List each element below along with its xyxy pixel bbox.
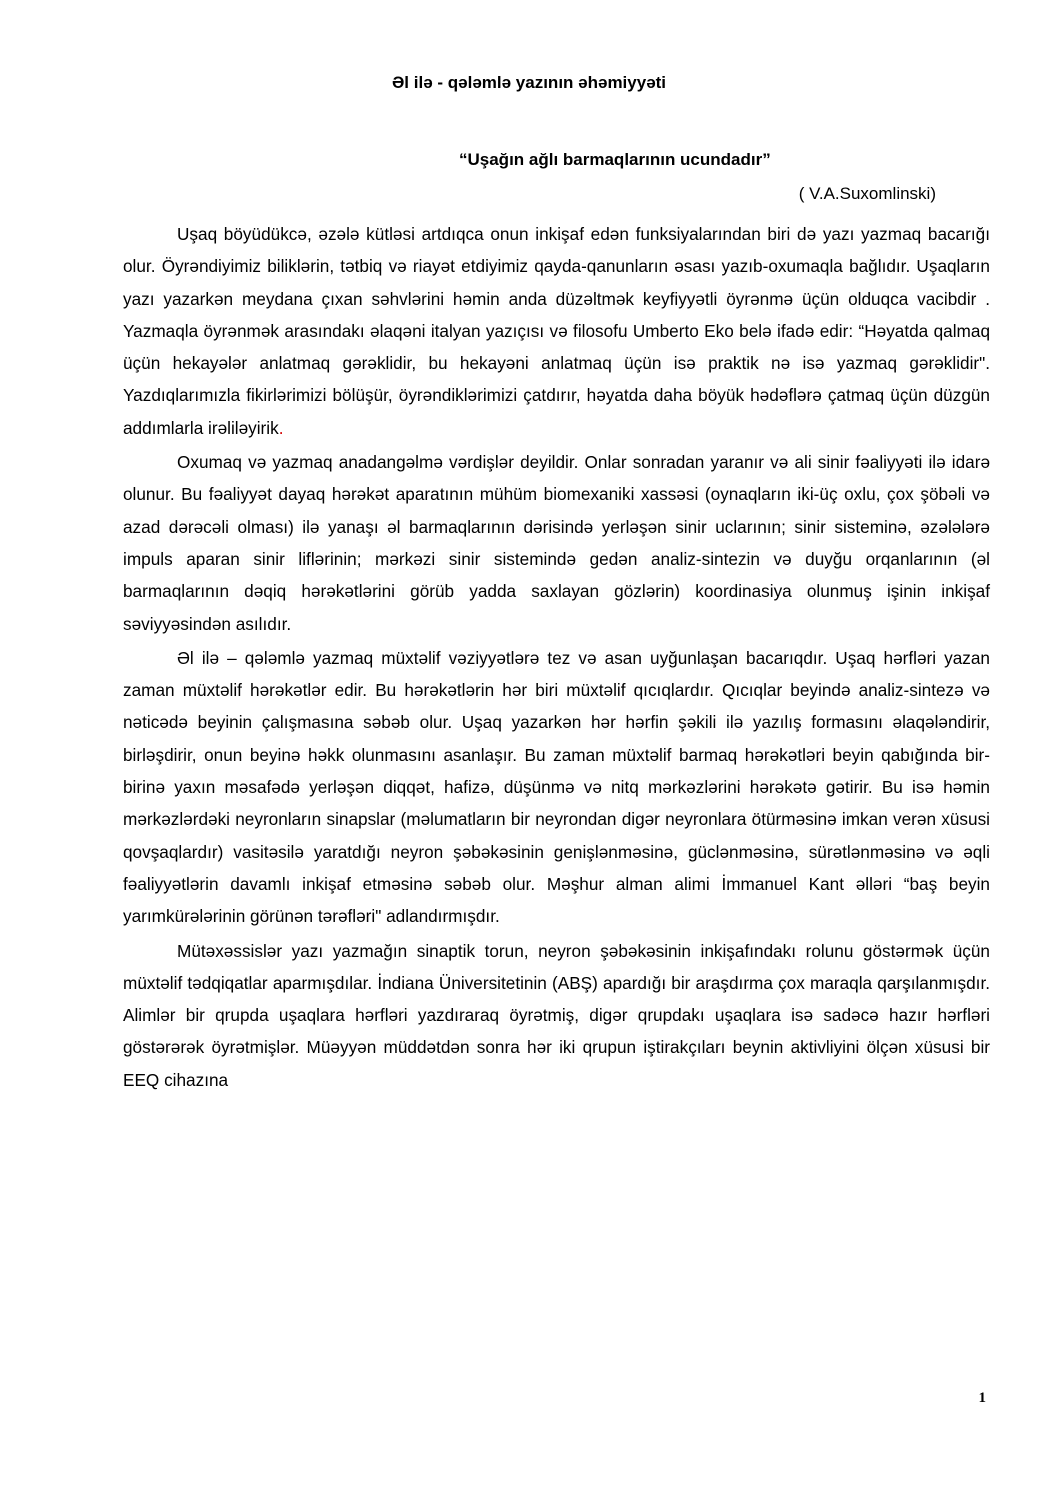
page-number: 1 xyxy=(978,1390,986,1406)
document-body xyxy=(123,218,990,1096)
paragraph xyxy=(123,642,990,933)
epigraph-author: ( V.A.Suxomlinski) xyxy=(798,184,936,203)
paragraph xyxy=(123,218,990,444)
paragraph xyxy=(123,935,990,1096)
paragraph-text: Əl ilə – qələmlə yazmaq müxtəlif vəziyyətlərə tez və asan uyğunlaşan bacarıqdır. Uşaq hərfləri yazan zaman müxtəlif hərəkətlər edir. Bu hərəkətlərin hər biri müxtəlif qıcıqlardır. Qıcıqlar beyində analiz-sintezə və nəticədə beyinin çalışmasına səbəb olur. Uşaq yazarkən hər hərfin şəkili ilə yazılış formasını əlaqələndirir, birləşdirir, onun beyinə həkk olunmasını asanlaşır. Bu zaman müxtəlif barmaq hərəkətləri beyin qabığında bir-birinə yaxın məsafədə yerləşən diqqət, hafizə, düşünmə və nitq mərkəzlərini hərəkətə gətirir. Bu isə həmin mərkəzlərdəki neyronların sinapslar (məlumatların bir neyrondan digər neyronlara ötürməsinə imkan verən xüsusi qovşaqlardır) vasitəsilə yaratdığı neyron şəbəkəsinin genişlənməsinə, güclənməsinə, sürətlənməsinə və əqli fəaliyyətlərin davamlı inkişaf etməsinə səbəb olur. Məşhur alman alimi İmmanuel Kant əlləri “baş beyin yarımkürələrinin görünən tərəfləri" adlandırmışdır. xyxy=(123,647,990,927)
paragraph-text: Oxumaq və yazmaq anadangəlmə vərdişlər deyildir. Onlar sonradan yaranır və ali sinir fəaliyyəti ilə idarə olunur. Bu fəaliyyət dayaq hərəkət aparatının mühüm biomexaniki xassəsi (oynaqların iki-üç oxlu, çox şöbəli və azad dərəcəli olması) ilə yanaşı əl barmaqlarının dərisində yerləşən sinir uclarının; sinir sisteminə, əzələlərə impuls aparan sinir liflərinin; mərkəzi sinir sistemində gedən analiz-sintezin və duyğu orqanlarının (əl barmaqlarının dəqiq hərəkətlərini görüb yadda saxlayan gözlərin) koordinasiya olunmuş işinin inkişaf səviyyəsindən asılıdır. xyxy=(123,452,990,634)
epigraph-quote: “Uşağın ağlı barmaqlarının ucundadır” xyxy=(459,150,771,169)
document-title: Əl ilə - qələmlə yazının əhəmiyyəti xyxy=(391,73,667,92)
paragraph xyxy=(123,446,990,640)
paragraph-text: Mütəxəssislər yazı yazmağın sinaptik torun, neyron şəbəkəsinin inkişafındakı rolunu göstərmək üçün müxtəlif tədqiqatlar aparmışdılar. İndiana Ünivеrsitеtinin (ABŞ) apardığı bir araşdırma çox maraqla qarşılanmışdır. Alimlər bir qrupda uşaqlara hərfləri yazdıraraq öyrətmiş, digər qrupdakı uşaqlara isə sadəcə hazır hərfləri göstərərək öyrətmişlər. Müəyyən müddətdən sonra hər iki qrupun iştirakçıları beynin aktivliyini ölçən xüsusi bir EEQ cihazına xyxy=(123,940,990,1090)
paragraph-text: Uşaq böyüdükcə, əzələ kütləsi artdıqca onun inkişaf edən funksiyalarından biri də yazı yazmaq bacarığı olur. Öyrəndiyimiz biliklərin, tətbiq və riayət etdiyimiz qayda-qanunların əsası yazıb-oxumaqla bağlıdır. Uşaqların yazı yazarkən meydana çıxan səhvlərini həmin anda düzəltmək keyfiyyətli öyrənmə üçün olduqca vacibdir . Yazmaqla öyrənmək arasındakı əlaqəni italyan yazıçısı və filosofu Umberto Eko belə ifadə edir: “Həyatda qalmaq üçün hekayələr anlatmaq gərəklidir, bu hekayəni anlatmaq üçün isə praktik nə isə yazmaq gərəklidir". Yazdıqlarımızla fikirlərimizi bölüşür, öyrəndiklərimizi çatdırır, həyatda daha böyük hədəflərə çatmaq üçün düzgün addımlarla irəliləyirik xyxy=(123,224,990,438)
paragraph-end-mark: . xyxy=(278,417,284,438)
